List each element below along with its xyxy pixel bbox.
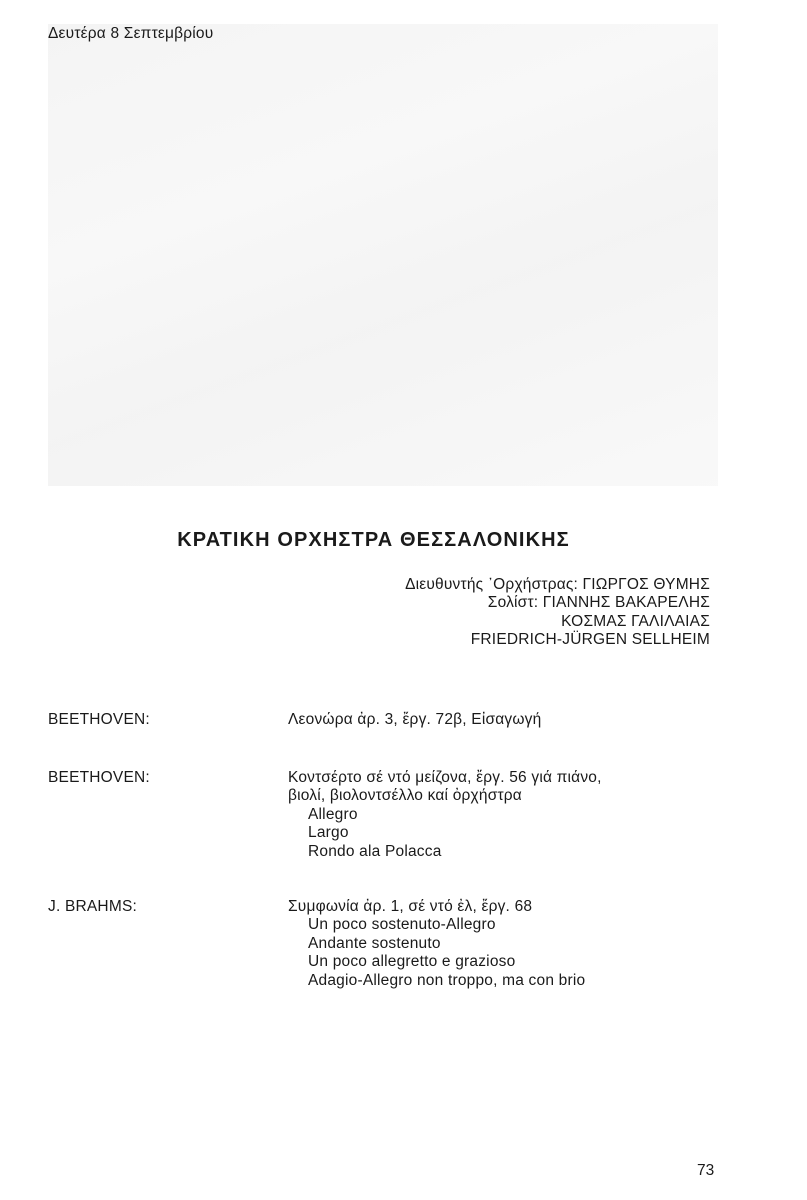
work-details <box>288 711 541 729</box>
movement: Un poco sostenuto-Allegro <box>308 916 496 934</box>
movement: Rondo ala Polacca <box>308 842 442 860</box>
conductor-line: Διευθυντής ᾿Ορχήστρας: ΓΙΩΡΓΟΣ ΘΥΜΗΣ <box>405 576 710 593</box>
work-title: βιολί, βιολοντσέλλο καί ὀρχήστρα <box>288 787 522 805</box>
movement: Allegro <box>308 805 358 823</box>
work-details <box>288 769 602 861</box>
work-details <box>288 898 585 990</box>
movement: Largo <box>308 824 349 842</box>
composer-name: BEETHOVEN: <box>48 769 150 786</box>
composer-name: BEETHOVEN: <box>48 711 150 728</box>
work-title: Κοντσέρτο σέ ντό μείζονα, ἔργ. 56 γιά πιάνο, <box>288 769 602 786</box>
composer-name: J. BRAHMS: <box>48 898 137 915</box>
work-title: Λεονώρα ἀρ. 3, ἔργ. 72β, Εἰσαγωγή <box>288 711 542 728</box>
soloist-line: Σολίστ: ΓΙΑΝΝΗΣ ΒΑΚΑΡΕΛΗΣ <box>487 594 710 612</box>
credits-block <box>405 576 710 649</box>
page-number: 73 <box>697 1162 715 1179</box>
movement: Un poco allegretto e grazioso <box>308 953 516 971</box>
soloist-line: ΚΟΣΜΑΣ ΓΑΛΙΛΑΙΑΣ <box>561 612 710 630</box>
movement: Andante sostenuto <box>308 934 441 952</box>
movement: Adagio-Allegro non troppo, ma con brio <box>308 971 586 989</box>
soloist-line: FRIEDRICH-JÜRGEN SELLHEIM <box>470 630 710 648</box>
work-title: Συμφωνία ἀρ. 1, σέ ντό ἐλ, ἔργ. 68 <box>288 898 533 915</box>
page-date: Δευτέρα 8 Σεπτεμβρίου <box>48 25 214 42</box>
faded-photo <box>48 24 718 486</box>
page-title: ΚΡΑΤΙΚΗ ΟΡΧΗΣΤΡΑ ΘΕΣΣΑΛΟΝΙΚΗΣ <box>177 529 570 551</box>
